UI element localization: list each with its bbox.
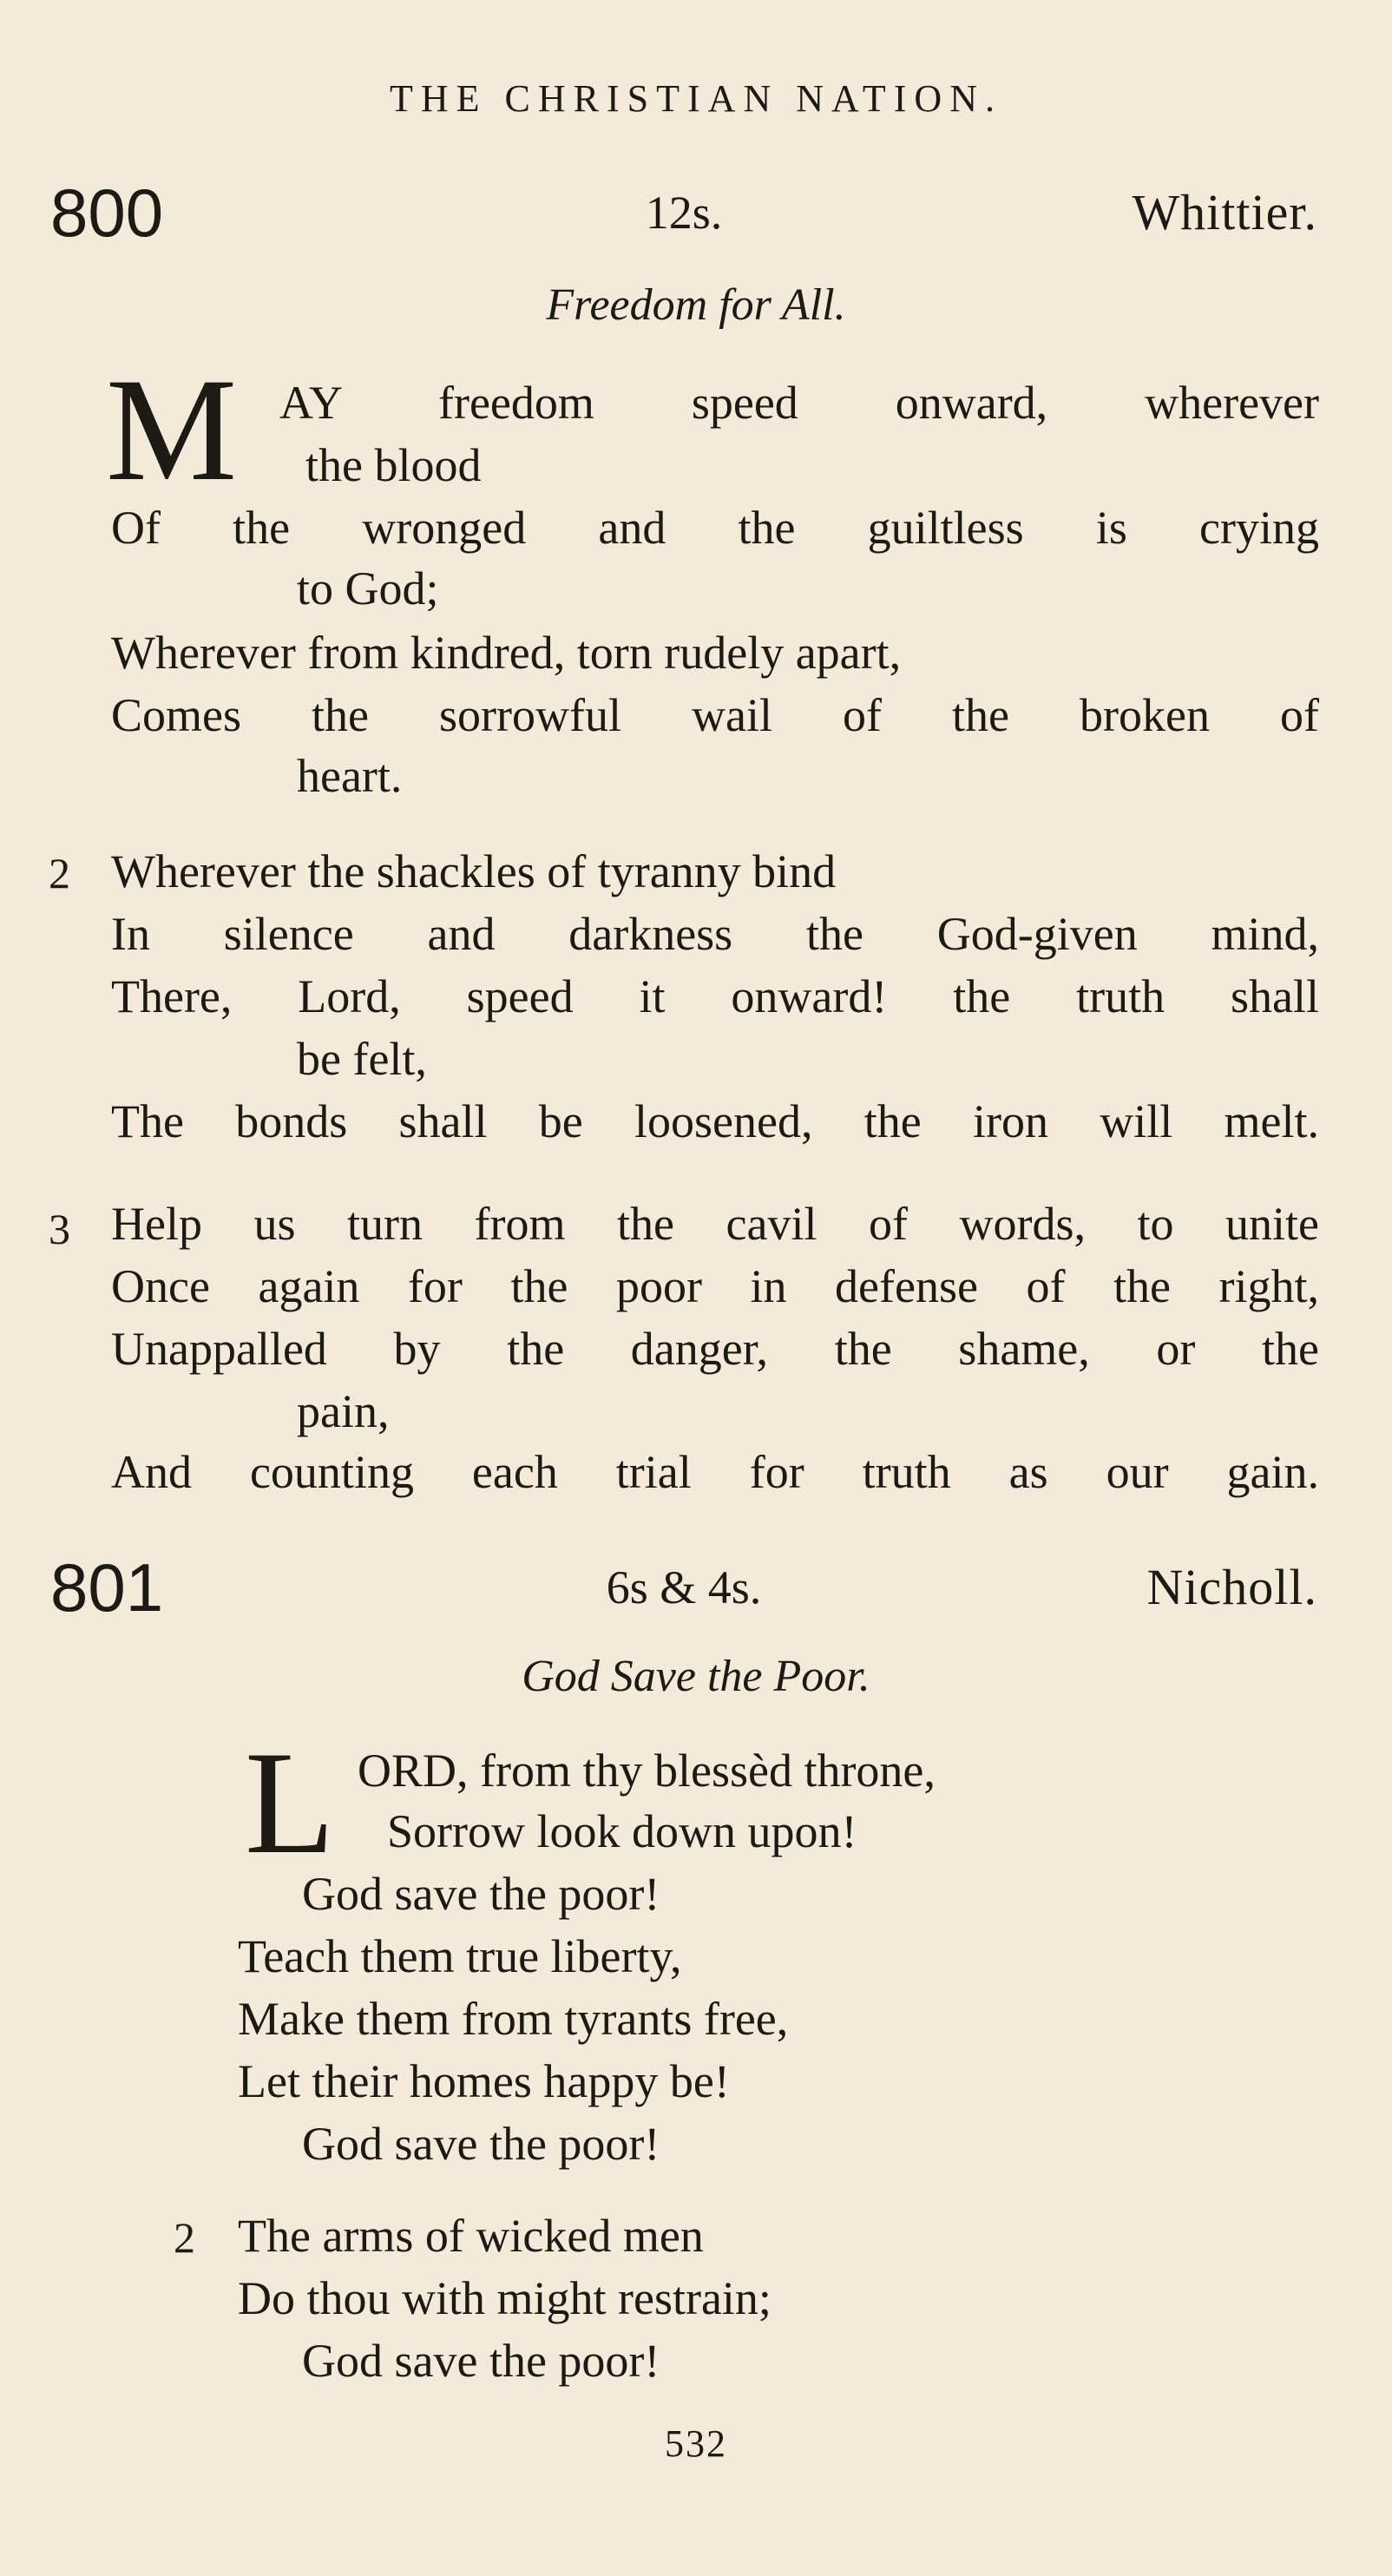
verse-line: Help us turn from the cavil of words, to unite xyxy=(111,1198,1319,1250)
verse-line: And counting each trial for truth as our gain. xyxy=(111,1446,1319,1498)
verse-line: the blood xyxy=(305,439,482,491)
stanza-number: 3 xyxy=(49,1205,70,1253)
verse-line: God save the poor! xyxy=(302,2335,660,2387)
drop-cap: L xyxy=(245,1721,335,1884)
hymn-tune: Whittier. xyxy=(1132,184,1317,240)
verse-line: In silence and darkness the God-given mind, xyxy=(111,908,1319,960)
verse-line: Wherever the shackles of tyranny bind xyxy=(111,845,837,897)
verse-line: Let their homes happy be! xyxy=(238,2055,730,2107)
verse-line: be felt, xyxy=(297,1033,427,1085)
page-number: 532 xyxy=(665,2422,727,2465)
verse-line: There, Lord, speed it onward! the truth shall xyxy=(111,970,1319,1022)
verse-line: Unappalled by the danger, the shame, or the xyxy=(111,1323,1319,1375)
verse-line: Comes the sorrowful wail of the broken of xyxy=(111,689,1319,741)
verse-line: Sorrow look down upon! xyxy=(387,1805,857,1857)
hymn-800-header xyxy=(50,174,1317,252)
verse-line: Make them from tyrants free, xyxy=(238,1993,789,2045)
verse-line: Once again for the poor in defense of the right, xyxy=(111,1260,1319,1312)
verse-line: heart. xyxy=(297,750,403,802)
stanza-number: 2 xyxy=(174,2213,195,2262)
verse-line: The bonds shall be loosened, the iron will melt. xyxy=(111,1095,1319,1147)
hymn-meter: 12s. xyxy=(645,187,723,239)
verse-line: God save the poor! xyxy=(302,1868,660,1920)
hymn-meter: 6s & 4s. xyxy=(606,1561,762,1613)
verse-line: Of the wronged and the guiltless is crying xyxy=(111,502,1319,554)
hymn-number: 800 xyxy=(50,174,164,251)
verse-line: Do thou with might restrain; xyxy=(238,2272,772,2324)
stanza-number: 2 xyxy=(49,849,70,897)
running-head: THE CHRISTIAN NATION. xyxy=(390,77,1002,120)
hymn-title: God Save the Poor. xyxy=(522,1652,870,1701)
hymn-number: 801 xyxy=(50,1549,164,1626)
verse-line: God save the poor! xyxy=(302,2118,660,2170)
verse-line: pain, xyxy=(297,1385,390,1437)
hymn-tune: Nicholl. xyxy=(1146,1559,1317,1615)
hymn-801-header xyxy=(50,1548,1317,1626)
verse-line: to God; xyxy=(297,562,439,614)
verse-line: Wherever from kindred, torn rudely apart, xyxy=(111,627,902,679)
drop-cap: M xyxy=(106,348,238,511)
verse-line: ORD, from thy blessèd throne, xyxy=(358,1745,936,1797)
verse-line: Teach them true liberty, xyxy=(238,1930,682,1982)
hymn-title: Freedom for All. xyxy=(546,280,846,330)
verse-line: AY freedom speed onward, wherever xyxy=(279,377,1319,429)
verse-line: The arms of wicked men xyxy=(238,2210,704,2262)
